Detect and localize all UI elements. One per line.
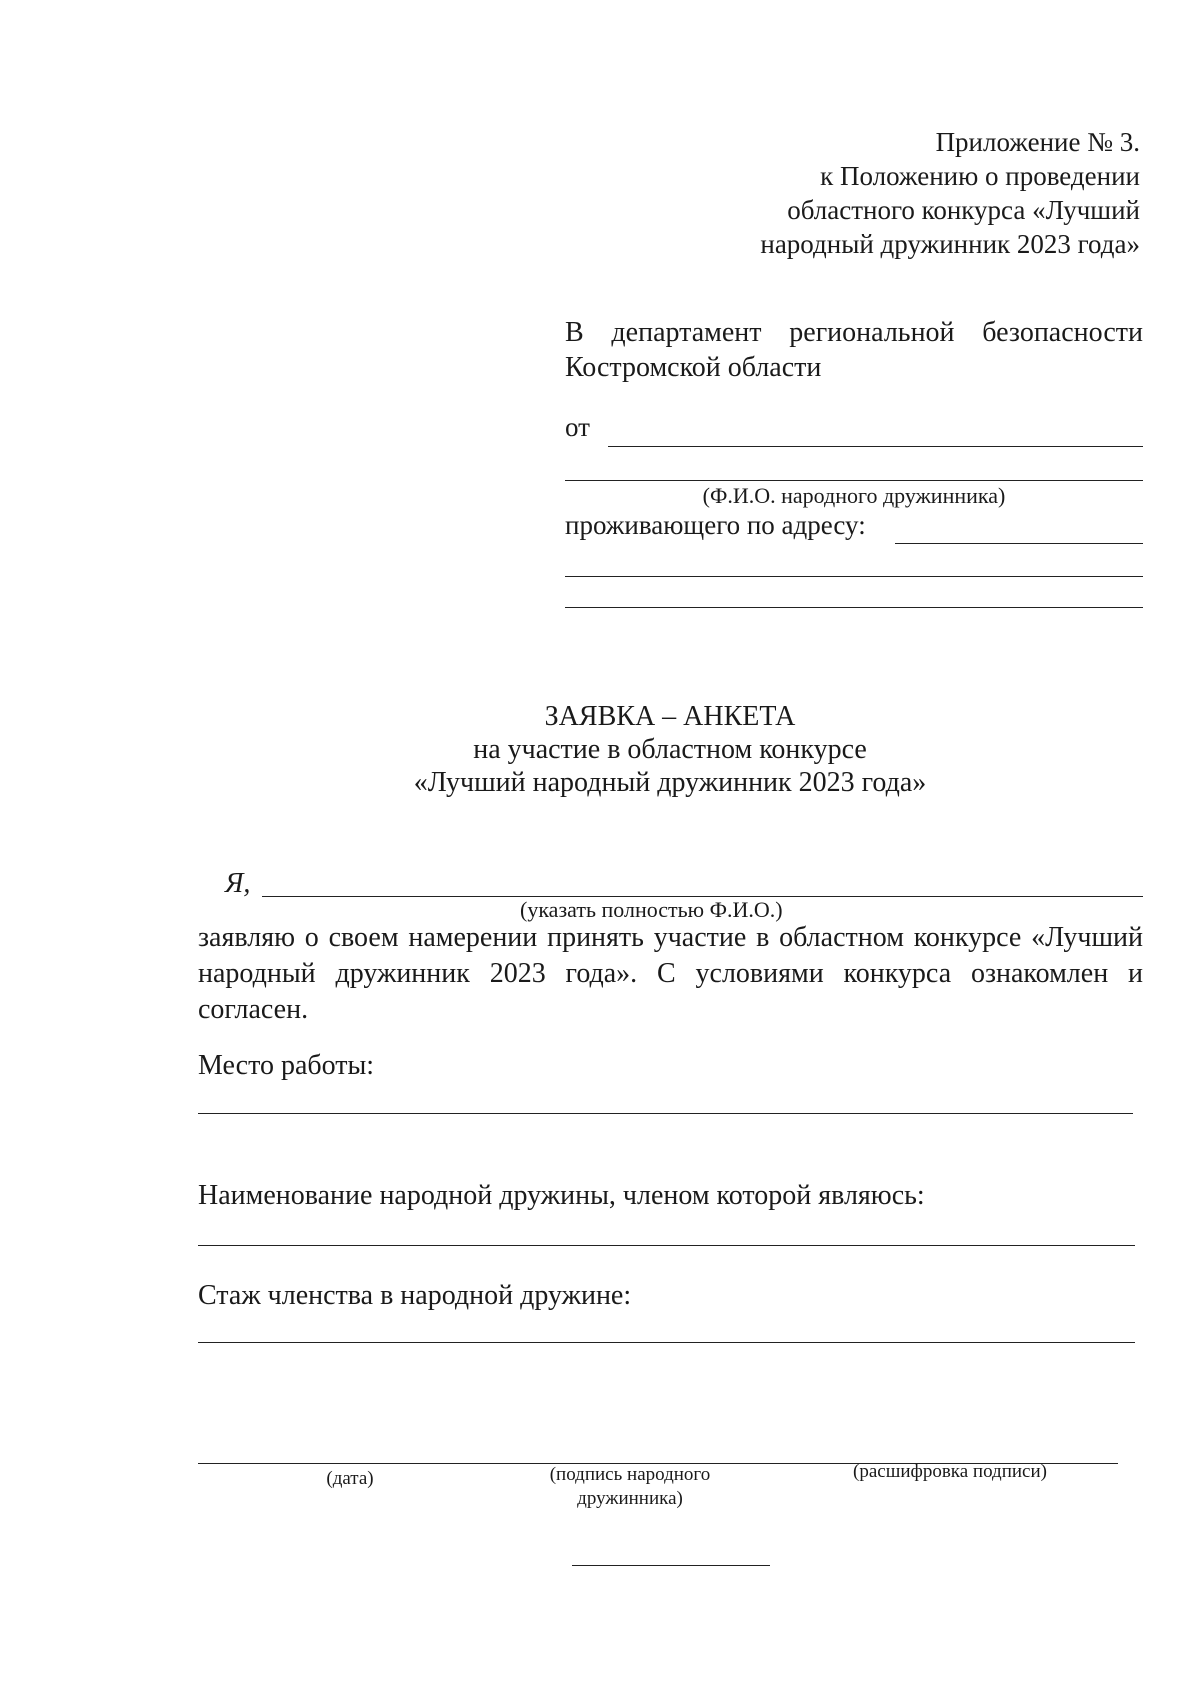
appendix-line-4: народный дружинник 2023 года» xyxy=(760,229,1140,259)
appendix-header xyxy=(620,125,1140,261)
appendix-line-1: Приложение № 3. xyxy=(935,127,1140,157)
fio-caption: (Ф.И.О. народного дружинника) xyxy=(702,483,1006,508)
statement-text: заявляю о своем намерении принять участие в областном конкурсе «Лучший народный дружинник 2023 года». С условиями конкурса ознакомлен и согласен. xyxy=(198,922,1143,1025)
appendix-line-3: областного конкурса «Лучший xyxy=(787,195,1140,225)
address-field[interactable] xyxy=(895,543,1143,544)
workplace-field[interactable] xyxy=(198,1113,1133,1114)
closing-separator xyxy=(572,1565,770,1566)
squad-name-label: Наименование народной дружины, членом которой являюсь: xyxy=(198,1180,925,1211)
squad-name-field[interactable] xyxy=(198,1245,1135,1246)
from-label: от xyxy=(565,412,590,442)
appendix-line-2: к Положению о проведении xyxy=(820,161,1140,191)
signature-decode-caption: (расшифровка подписи) xyxy=(853,1461,1047,1482)
from-fio-field[interactable] xyxy=(608,446,1143,447)
from-fio-field-continued[interactable] xyxy=(565,480,1143,481)
form-title: ЗАЯВКА – АНКЕТА xyxy=(544,701,796,732)
address-field-line-2[interactable] xyxy=(565,576,1143,577)
tenure-label: Стаж членства в народной дружине: xyxy=(198,1280,632,1311)
residence-label: проживающего по адресу: xyxy=(565,510,866,540)
ya-label: Я, xyxy=(225,868,251,899)
addressee-line-1: В департамент региональной безопасности xyxy=(565,317,1143,348)
signature-caption: (подпись народного дружинника) xyxy=(549,1464,711,1509)
tenure-field[interactable] xyxy=(198,1342,1135,1343)
date-caption: (дата) xyxy=(326,1468,374,1489)
name-caption: (указать полностью Ф.И.О.) xyxy=(520,897,783,922)
workplace-label: Место работы: xyxy=(198,1050,375,1081)
form-subtitle-line-2: «Лучший народный дружинник 2023 года» xyxy=(413,767,927,798)
addressee-department xyxy=(565,315,1143,385)
form-subtitle-line-1: на участие в областном конкурсе xyxy=(473,734,867,765)
address-field-line-3[interactable] xyxy=(565,607,1143,608)
addressee-line-2: Костромской области xyxy=(565,352,822,383)
